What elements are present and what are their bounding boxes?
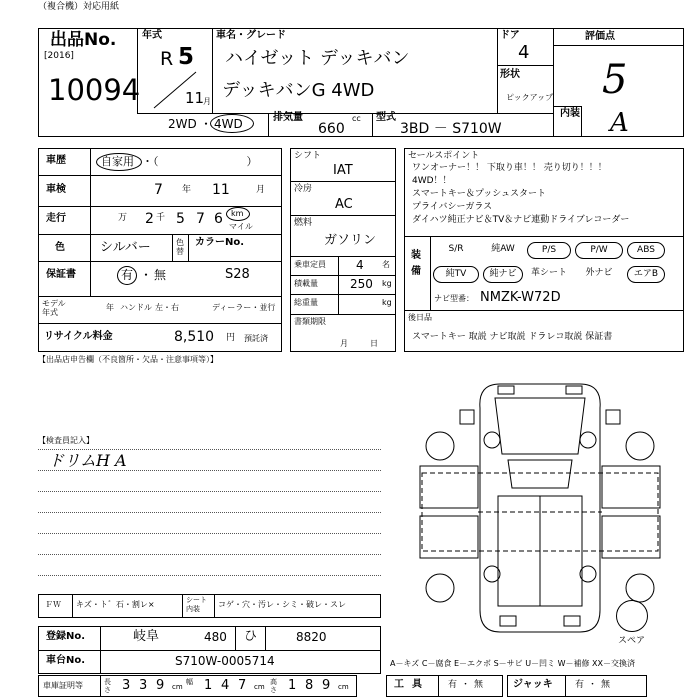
equipment-item-row1-0: S/R bbox=[433, 242, 479, 259]
warranty-no: 無 bbox=[154, 268, 167, 282]
handle-value: 左・右 bbox=[155, 303, 179, 312]
machine-note: （複合機）対応用紙 bbox=[38, 2, 120, 12]
equipment-item-row2-1: 純ナビ bbox=[483, 266, 523, 283]
aftermarket-label: 後日品 bbox=[408, 313, 432, 322]
plate-kana: ひ bbox=[244, 629, 258, 644]
year-month: 11 bbox=[185, 89, 205, 107]
color-no-label: カラーNo. bbox=[195, 237, 245, 248]
mileage-sen-unit: 千 bbox=[156, 213, 166, 223]
dim-digit-1-1: 4 bbox=[221, 678, 230, 693]
inspector-label: 【検査員記入】 bbox=[38, 436, 94, 445]
sales-point-line-1: ワンオーナー！！ 下取り車！！ 売り切り！！！ bbox=[412, 163, 607, 173]
history-label: 車歴 bbox=[46, 155, 66, 166]
color-no-value: S28 bbox=[225, 267, 250, 282]
sales-point-line-3: スマートキー＆プッシュスタート bbox=[412, 189, 547, 199]
weight-label: 総重量 bbox=[294, 298, 318, 307]
mileage-unit-km: km bbox=[231, 209, 244, 218]
recycle-unit: 円 bbox=[226, 333, 236, 343]
dim-digit-2-2: 9 bbox=[322, 678, 331, 693]
registration-label: 書類期限 bbox=[294, 317, 326, 326]
color-change-label: 色替 bbox=[176, 238, 184, 256]
fw-label: ＦＷ bbox=[45, 600, 61, 609]
displacement-unit: cc bbox=[352, 114, 361, 123]
recycle-amount: 8,510 bbox=[174, 329, 215, 345]
plate-number: 8820 bbox=[296, 630, 327, 644]
dim-digit-0-2: 9 bbox=[156, 678, 165, 693]
chassis-value: S710W-0005714 bbox=[175, 654, 275, 668]
car-damage-diagram bbox=[400, 378, 700, 638]
evaluation-label: 評価点 bbox=[585, 31, 615, 42]
equipment-item-row2-4: エアB bbox=[627, 266, 665, 283]
capacity-value: 4 bbox=[356, 258, 364, 272]
mileage-digit-1: 5 bbox=[176, 211, 185, 227]
dim-digit-1-2: 7 bbox=[238, 678, 247, 693]
dim-unit-1: cm bbox=[254, 683, 265, 691]
door-value: 4 bbox=[518, 42, 530, 63]
warranty-sep: ・ bbox=[140, 268, 153, 282]
chassis-label: 車台No. bbox=[46, 655, 86, 666]
dim-label-1: 幅 bbox=[186, 678, 193, 686]
plate-region: 岐阜 bbox=[133, 629, 160, 644]
door-label: ドア bbox=[500, 30, 520, 41]
history-block bbox=[38, 148, 282, 352]
interior-score: A bbox=[610, 108, 629, 138]
inspector-note: ドリムH A bbox=[48, 451, 127, 470]
drive-2wd: 2WD bbox=[168, 117, 197, 131]
lot-label: 出品No. bbox=[50, 30, 117, 50]
dim-digit-1-0: 1 bbox=[204, 678, 213, 693]
shape-value: ピックアップ bbox=[506, 93, 554, 102]
mileage-man-unit: 万 bbox=[118, 213, 128, 223]
equipment-item-row1-2: P/S bbox=[527, 242, 571, 259]
year-label: 年式 bbox=[142, 30, 162, 41]
spare-tire-icon bbox=[616, 600, 648, 632]
inspection-month-unit: 月 bbox=[256, 185, 266, 195]
dim-label-2: 高さ bbox=[270, 678, 277, 694]
recycle-label: リサイクル料金 bbox=[44, 331, 113, 342]
registration-unit: 月日 bbox=[340, 339, 400, 348]
plate-class: 480 bbox=[204, 630, 227, 644]
shift-label: シフト bbox=[294, 151, 322, 161]
inspection-month: 11 bbox=[212, 182, 230, 198]
year-month-unit: 月 bbox=[203, 97, 211, 106]
color-value: シルバー bbox=[100, 240, 151, 255]
mileage-unit-mile: マイル bbox=[229, 222, 253, 231]
lot-number: 10094 bbox=[48, 73, 141, 107]
equipment-item-row1-3: P/W bbox=[575, 242, 623, 259]
vehicle-name-label: 車名・グレード bbox=[216, 30, 286, 41]
jack-value: 有・無 bbox=[575, 680, 615, 690]
load-unit: kg bbox=[382, 279, 392, 288]
equipment-item-row1-4: ABS bbox=[627, 242, 665, 259]
sales-point-line-2: 4WD！！ bbox=[412, 176, 452, 186]
remarks-label: 【出品店申告欄（不良箇所・欠品・注意事項等）】 bbox=[38, 355, 218, 364]
year-era: R bbox=[160, 48, 174, 70]
load-label: 積載量 bbox=[294, 279, 318, 288]
tools-value: 有・無 bbox=[448, 680, 488, 690]
inspection-label: 車検 bbox=[46, 184, 66, 195]
sales-point-label: セールスポイント bbox=[408, 151, 480, 161]
shift-value: IAT bbox=[333, 163, 353, 178]
aftermarket-items: スマートキー 取説 ナビ取説 ドラレコ取説 保証書 bbox=[412, 332, 613, 342]
cert-label: 車庫証明等 bbox=[43, 681, 83, 690]
displacement-value: 660 bbox=[318, 121, 345, 137]
lot-year-tag: [2016] bbox=[44, 51, 74, 61]
handle-label: ハンドル bbox=[120, 303, 152, 312]
history-value: 自家用 bbox=[101, 155, 134, 168]
dim-digit-2-0: 1 bbox=[288, 678, 297, 693]
fuel-value: ガソリン bbox=[324, 233, 377, 248]
sales-point-line-5: ダイハツ純正ナビ＆TV＆ナビ連動ドライブレコーダー bbox=[412, 215, 630, 225]
capacity-unit: 名 bbox=[382, 260, 390, 269]
dim-unit-0: cm bbox=[172, 683, 183, 691]
seat-label: シート内装 bbox=[186, 596, 207, 613]
drive-sep: ・ bbox=[200, 117, 213, 131]
seat-text: コゲ・穴・汚レ・シミ・破レ・スレ bbox=[218, 600, 346, 609]
shape-label: 形状 bbox=[500, 69, 520, 80]
year-value: 5 bbox=[178, 44, 195, 70]
damage-legend: A－キズ C－腐食 E－エクボ S－サビ U－凹ミ W－補修 XX－交換済 bbox=[390, 659, 636, 668]
ac-label: 冷房 bbox=[294, 184, 313, 194]
plate-label: 登録No. bbox=[46, 631, 86, 642]
dim-label-0: 長さ bbox=[104, 678, 111, 694]
jack-label: ジャッキ bbox=[513, 679, 553, 690]
displacement-label: 排気量 bbox=[273, 112, 303, 123]
load-value: 250 bbox=[350, 277, 373, 291]
sales-point-line-4: プライバシーガラス bbox=[412, 202, 493, 212]
tools-label: 工具 bbox=[394, 679, 430, 690]
history-paren: ・（ ） bbox=[142, 155, 258, 168]
dealer-label: ディーラー・並行 bbox=[212, 303, 276, 312]
inspection-year: 7 bbox=[154, 182, 163, 198]
drive-4wd: 4WD bbox=[214, 117, 243, 131]
interior-label: 内装 bbox=[560, 108, 580, 119]
warranty-yes: 有 bbox=[121, 268, 134, 282]
nav-model-value: NMZK-W72D bbox=[480, 290, 561, 305]
equipment-item-row1-1: 純AW bbox=[483, 242, 523, 259]
equipment-label: 装備 bbox=[411, 250, 421, 277]
fuel-label: 燃料 bbox=[294, 218, 313, 228]
nav-model-label: ナビ型番： bbox=[434, 294, 474, 303]
vehicle-name: ハイゼット デッキバン bbox=[225, 48, 410, 69]
model-year-unit: 年 bbox=[106, 303, 114, 312]
model-value: 3BD － S710W bbox=[400, 121, 502, 137]
equipment-item-row2-3: 外ナビ bbox=[575, 266, 623, 283]
evaluation-score: 5 bbox=[602, 57, 628, 103]
color-label: 色 bbox=[55, 242, 65, 253]
capacity-label: 乗車定員 bbox=[294, 260, 326, 269]
dim-digit-2-1: 8 bbox=[305, 678, 314, 693]
equipment-item-row2-2: 革シート bbox=[527, 266, 571, 283]
dim-digit-0-1: 3 bbox=[139, 678, 148, 693]
ac-value: AC bbox=[335, 197, 353, 212]
vehicle-grade: デッキバンG 4WD bbox=[222, 80, 375, 101]
mileage-label: 走行 bbox=[46, 213, 66, 224]
dim-digit-0-0: 3 bbox=[122, 678, 131, 693]
model-label: 型式 bbox=[376, 112, 396, 123]
dim-unit-2: cm bbox=[338, 683, 349, 691]
fw-text: キズ・ト゛石・割レ× bbox=[76, 600, 155, 609]
model-year-label: モデル年式 bbox=[42, 299, 66, 317]
mileage-digit-2: 7 bbox=[196, 211, 205, 227]
mileage-digit-3: 6 bbox=[214, 211, 223, 227]
inspection-year-unit: 年 bbox=[182, 185, 192, 195]
spare-label: スペア bbox=[618, 636, 646, 646]
equipment-item-row2-0: 純TV bbox=[433, 266, 479, 283]
recycle-note: 預託済 bbox=[244, 334, 268, 343]
warranty-label: 保証書 bbox=[46, 269, 76, 280]
mileage-man: 2 bbox=[145, 211, 154, 227]
weight-unit: kg bbox=[382, 298, 392, 307]
